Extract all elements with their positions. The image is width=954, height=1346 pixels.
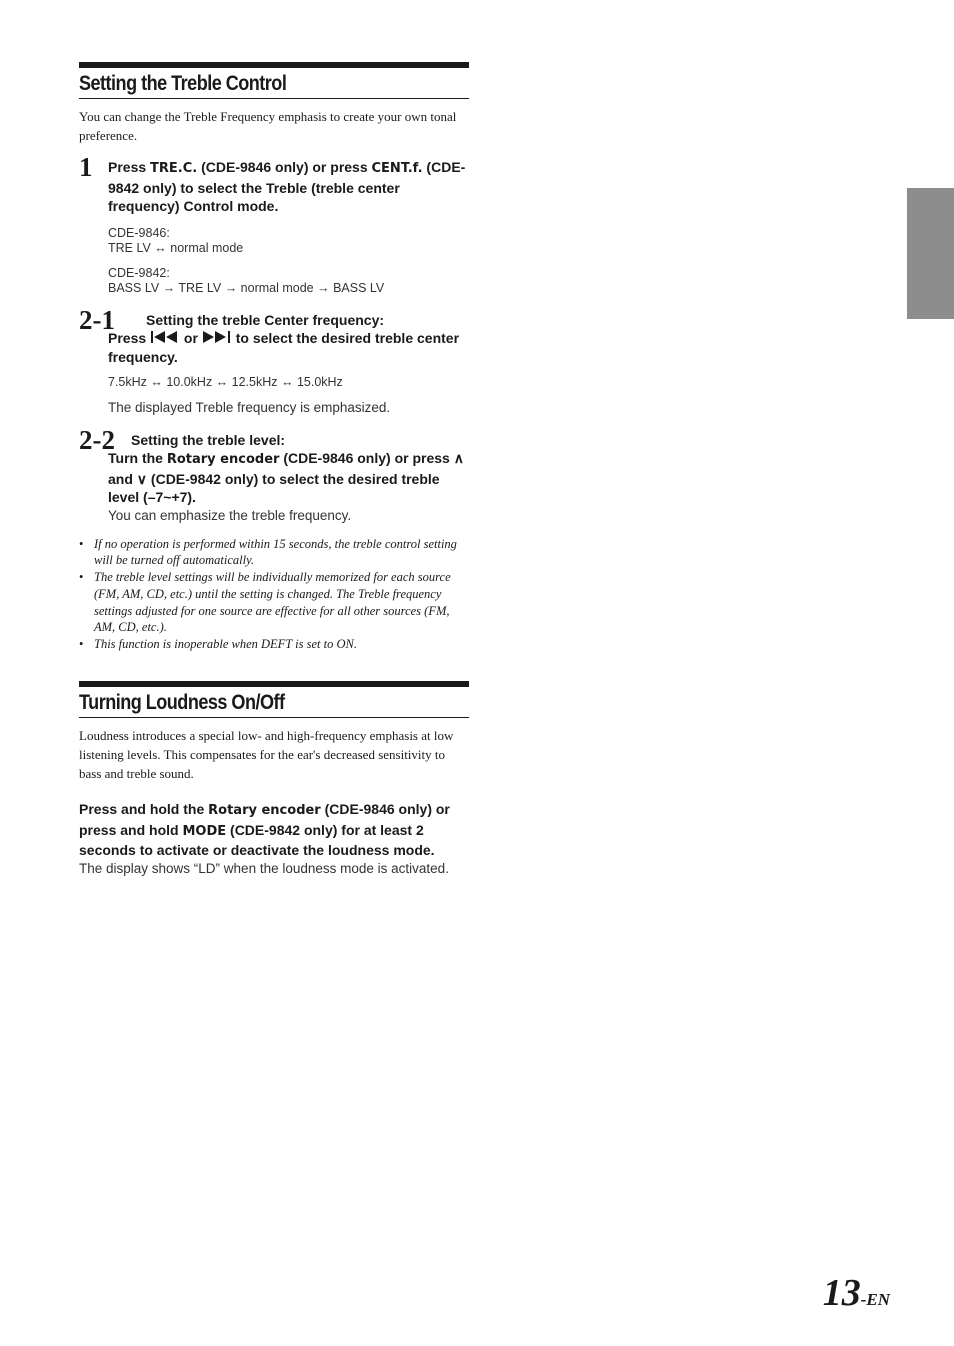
model-label: CDE-9842: — [108, 265, 170, 280]
step-2-2 — [79, 424, 469, 525]
section-header — [79, 62, 469, 99]
step-instruction — [108, 311, 469, 367]
note-item: • The treble level settings will be individually memorized for each source (FM, AM, CD, etc.) until the setting is changed. The Treble frequency settings adjusted for one source are effective for all other sources (FM, AM, CD, etc.). — [79, 569, 469, 636]
instruction-text: (CDE-9846 only) or press — [279, 450, 454, 466]
step-number: 2-2 — [79, 424, 115, 455]
instruction-text: Press — [108, 330, 151, 346]
key-mode: MODE — [182, 823, 227, 839]
instruction-text: (CDE-9846 only) or press and hold — [79, 801, 450, 838]
step-instruction — [108, 431, 469, 507]
section-title: Turning Loudness On/Off — [79, 691, 285, 714]
instruction-text: (CDE-9842 only) to select the Treble (treble center frequency) Control mode. — [108, 159, 466, 214]
instruction-text: Turn the — [108, 450, 167, 466]
instruction-text: (CDE-9842 only) for at least 2 seconds to activate or deactivate the loudness mode. — [79, 821, 435, 858]
section-treble-control — [79, 62, 469, 653]
step-number: 1 — [79, 152, 93, 182]
step-2-1 — [79, 304, 469, 417]
instruction-text: Press — [108, 159, 151, 175]
key-rotary-encoder: Rotary encoder — [208, 803, 321, 818]
chapter-tab — [907, 188, 954, 319]
loudness-note: The display shows “LD” when the loudness mode is activated. — [79, 860, 449, 876]
section-intro: You can change the Treble Frequency emphasis to create your own tonal preference. — [79, 109, 457, 143]
instruction-text: (CDE-9846 only) or press — [197, 159, 372, 175]
section-title: Setting the Treble Control — [79, 72, 287, 95]
model-sequence: BASS LV → TRE LV → normal mode → BASS LV — [108, 281, 385, 295]
notes-list — [79, 536, 469, 654]
model-sequence-b — [108, 266, 469, 297]
loudness-instruction — [79, 800, 469, 860]
note-item: • If no operation is performed within 15 seconds, the treble control setting will be turned off automatically. — [79, 536, 469, 570]
instruction-text: Press and hold the — [79, 801, 209, 817]
step-1 — [79, 152, 469, 297]
instruction-text: or — [180, 330, 202, 346]
model-label: CDE-9846: — [108, 225, 170, 240]
step-heading: Setting the treble level: — [131, 431, 286, 448]
model-sequence: TRE LV ↔ normal mode — [108, 241, 244, 255]
frequency-sequence: 7.5kHz ↔ 10.0kHz ↔ 12.5kHz ↔ 15.0kHz — [108, 375, 343, 389]
next-track-icon — [202, 330, 232, 346]
instruction-text: (CDE-9842 only) to select the desired treble level (–7~+7). — [108, 470, 440, 505]
section-loudness — [79, 681, 469, 878]
instruction-text: to select the desired treble center frequency. — [108, 330, 460, 365]
section-header — [79, 681, 469, 718]
step-note: You can emphasize the treble frequency. — [108, 507, 352, 523]
page-number — [823, 1273, 890, 1320]
key-cent-f: CENT.f. — [371, 161, 423, 176]
model-sequence-a — [108, 226, 469, 257]
step-note: The displayed Treble frequency is emphasized. — [108, 399, 391, 415]
page-number-value: 13 — [822, 1272, 861, 1314]
key-tre-c: TRE.C. — [150, 161, 198, 176]
step-number: 2-1 — [79, 304, 115, 335]
key-rotary-encoder: Rotary encoder — [166, 452, 280, 467]
section-intro: Loudness introduces a special low- and high-frequency emphasis at low listening levels. This compensates for the ear's decreased sensitivity to bass and treble sound. — [79, 728, 454, 781]
up-arrow-icon: ∧ — [453, 450, 464, 466]
instruction-text: and — [108, 470, 137, 487]
prev-track-icon — [150, 330, 180, 346]
down-arrow-icon: ∨ — [136, 470, 148, 487]
step-heading: Setting the treble Center frequency: — [146, 311, 385, 328]
page-number-suffix: -EN — [860, 1290, 890, 1309]
step-instruction — [108, 158, 469, 216]
note-item: • This function is inoperable when DEFT is set to ON. — [79, 636, 469, 653]
